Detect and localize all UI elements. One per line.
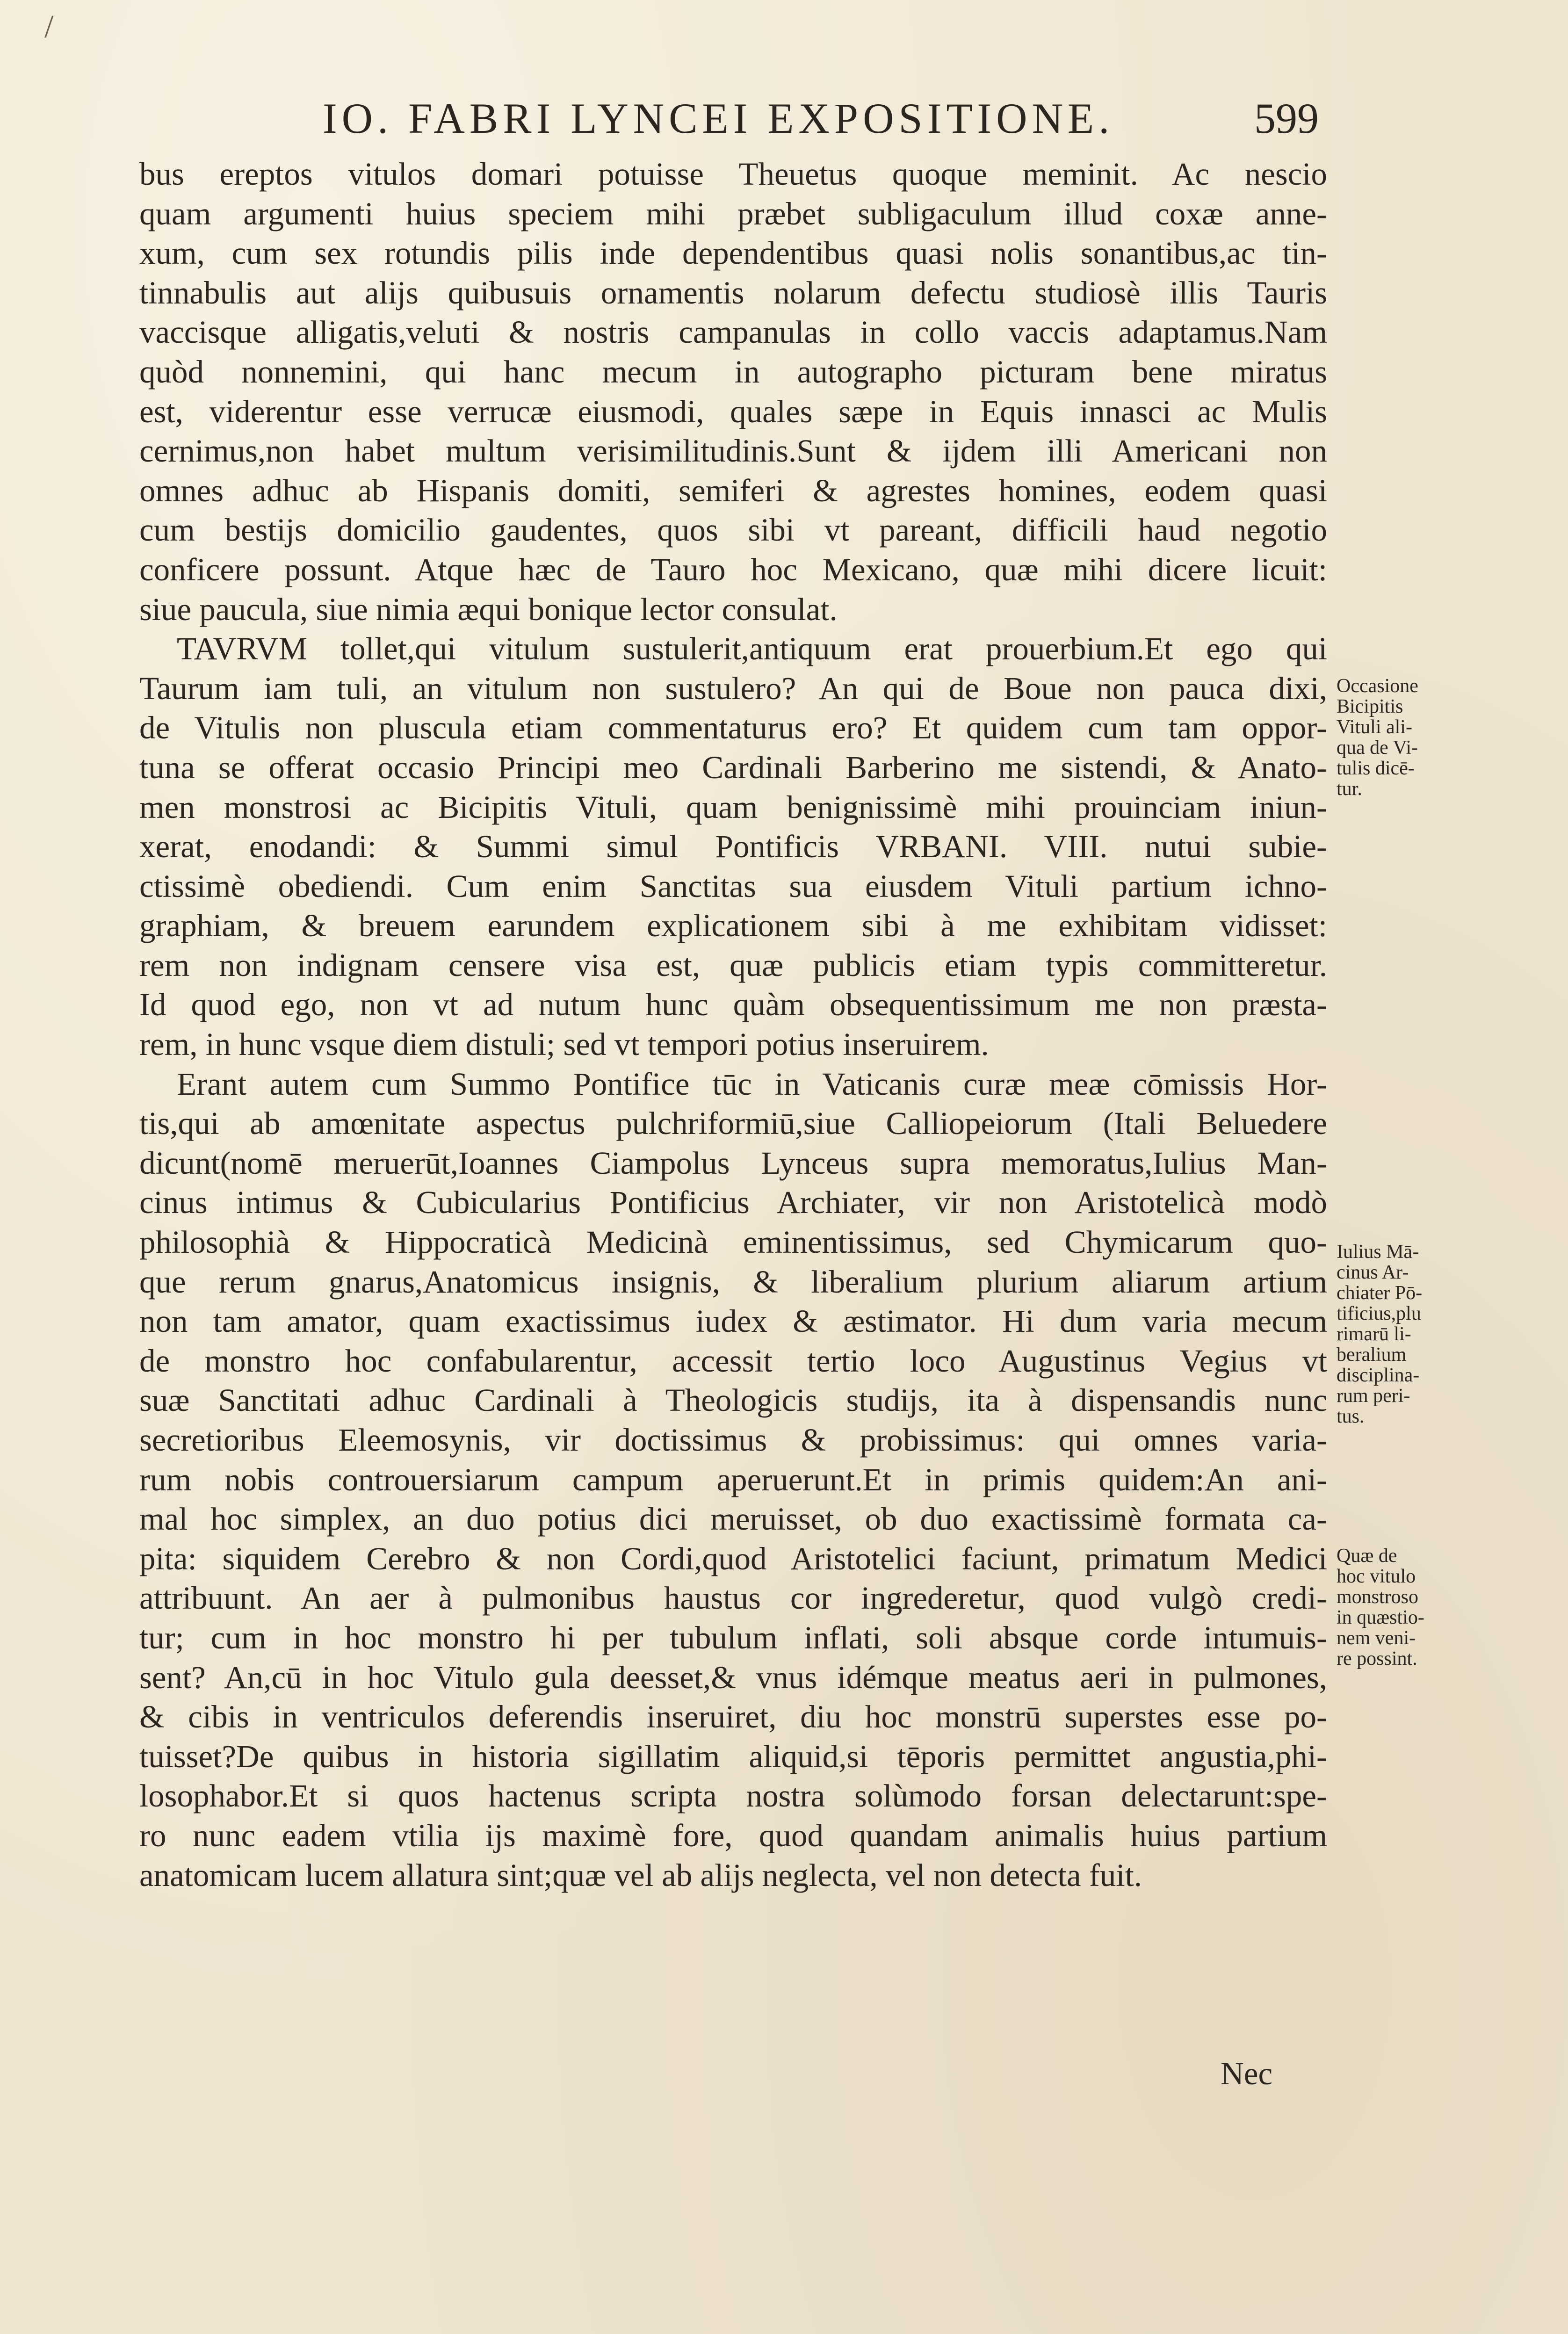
margin-note-occasione xyxy=(1337,676,1472,799)
margin-note-iulius xyxy=(1337,1242,1472,1427)
margin-note-line: monstroso xyxy=(1337,1586,1419,1608)
text-line: tuisset?De quibus in historia sigillatim aliquid,si tēporis permittet angustia,phi- xyxy=(139,1738,1327,1774)
margin-note-line: Iulius Mā- xyxy=(1337,1241,1419,1263)
text-line: que rerum gnarus,Anatomicus insignis, & liberalium plurium aliarum artium xyxy=(139,1264,1327,1300)
text-line: est, viderentur esse verrucæ eiusmodi, quales sæpe in Equis innasci ac Mulis xyxy=(139,393,1327,429)
margin-note-line: hoc vitulo xyxy=(1337,1566,1416,1587)
text-line: ro nunc eadem vtilia ijs maximè fore, quod quandam animalis huius partium xyxy=(139,1817,1327,1853)
text-line: sent? An,cū in hoc Vitulo gula deesset,& vnus idémque meatus aeri in pulmones, xyxy=(139,1659,1327,1695)
text-line: xerat, enodandi: & Summi simul Pontificis VRBANI. VIII. nutui subie- xyxy=(139,829,1327,865)
text-line: graphiam, & breuem earundem explicationem sibi à me exhibitam vidisset: xyxy=(139,908,1327,944)
text-line: rem non indignam censere visa est, quæ publicis etiam typis committeretur. xyxy=(139,947,1327,983)
text-line: quòd nonnemini, qui hanc mecum in autographo picturam bene miratus xyxy=(139,354,1327,390)
text-line: non tam amator, quam exactissimus iudex & æstimator. Hi dum varia mecum xyxy=(139,1303,1327,1339)
text-line: mal hoc simplex, an duo potius dici meruisset, ob duo exactissimè formata ca- xyxy=(139,1501,1327,1537)
text-line: men monstrosi ac Bicipitis Vituli, quam benignissimè mihi prouinciam iniun- xyxy=(139,789,1327,825)
text-line: rem, in hunc vsque diem distuli; sed vt tempori potius inseruirem. xyxy=(139,1026,989,1062)
text-line: cum bestijs domicilio gaudentes, quos sibi vt pareant, difficili haud negotio xyxy=(139,512,1327,548)
margin-note-line: tus. xyxy=(1337,1406,1365,1427)
text-line: cinus intimus & Cubicularius Pontificius Archiater, vir non Aristotelicà modò xyxy=(139,1185,1327,1221)
text-line: attribuunt. An aer à pulmonibus haustus cor ingrederetur, quod vulgò credi- xyxy=(139,1580,1327,1616)
text-line: tis,qui ab amœnitate aspectus pulchriformiū,siue Calliopeiorum (Itali Beluedere xyxy=(139,1106,1327,1142)
text-line: & cibis in ventriculos deferendis inseruiret, diu hoc monstrū superstes esse po- xyxy=(139,1699,1327,1735)
text-line: xum, cum sex rotundis pilis inde dependentibus quasi nolis sonantibus,ac tin- xyxy=(139,235,1327,271)
text-line: tinnabulis aut alijs quibusuis ornamentis nolarum defectu studiosè illis Tauris xyxy=(139,275,1327,311)
text-line: de Vitulis non pluscula etiam commentaturus ero? Et quidem cum tam oppor- xyxy=(139,710,1327,746)
margin-note-line: in quæstio- xyxy=(1337,1607,1424,1628)
text-line: rum nobis controuersiarum campum aperuerunt.Et in primis quidem:An ani- xyxy=(139,1461,1327,1497)
text-line: Taurum iam tuli, an vitulum non sustulero? An qui de Boue non pauca dixi, xyxy=(139,670,1327,706)
margin-note-line: chiater Pō- xyxy=(1337,1282,1423,1304)
catchword: Nec xyxy=(1221,2056,1273,2091)
text-line: siue paucula, siue nimia æqui bonique lector consulat. xyxy=(139,591,838,627)
margin-note-line: rimarū li- xyxy=(1337,1323,1411,1345)
text-line: secretioribus Eleemosynis, vir doctissimus & probissimus: qui omnes varia- xyxy=(139,1422,1327,1458)
text-line: pita: siquidem Cerebro & non Cordi,quod Aristotelici faciunt, primatum Medici xyxy=(139,1540,1327,1576)
page-corner-mark: / xyxy=(44,9,54,45)
text-line: conficere possunt. Atque hæc de Tauro hoc Mexicano, quæ mihi dicere licuit: xyxy=(139,551,1327,587)
text-line: vaccisque alligatis,veluti & nostris campanulas in collo vaccis adaptamus.Nam xyxy=(139,314,1327,350)
text-line: suæ Sanctitati adhuc Cardinali à Theologicis studijs, ita à dispensandis nunc xyxy=(139,1382,1327,1418)
margin-note-quae-de-hoc xyxy=(1337,1546,1472,1669)
margin-note-line: qua de Vi- xyxy=(1337,737,1418,759)
page-number: 599 xyxy=(1254,94,1319,142)
text-line: ctissimè obediendi. Cum enim Sanctitas sua eiusdem Vituli partium ichno- xyxy=(139,868,1327,904)
text-line: TAVRVM tollet,qui vitulum sustulerit,antiquum erat prouerbium.Et ego qui xyxy=(177,631,1327,667)
text-line: tuna se offerat occasio Principi meo Cardinali Barberino me sistendi, & Anato- xyxy=(139,749,1327,785)
text-line: quam argumenti huius speciem mihi præbet subligaculum illud coxæ anne- xyxy=(139,195,1327,231)
text-line: tur; cum in hoc monstro hi per tubulum inflati, soli absque corde intumuis- xyxy=(139,1619,1327,1655)
margin-note-line: cinus Ar- xyxy=(1337,1262,1409,1283)
margin-note-line: disciplina- xyxy=(1337,1365,1420,1386)
margin-note-line: re possint. xyxy=(1337,1648,1417,1669)
text-line: Id quod ego, non vt ad nutum hunc quàm obsequentissimum me non præsta- xyxy=(139,987,1327,1023)
text-line: anatomicam lucem allatura sint;quæ vel ab alijs neglecta, vel non detecta fuit. xyxy=(139,1857,1142,1893)
text-line: cernimus,non habet multum verisimilitudinis.Sunt & ijdem illi Americani non xyxy=(139,433,1327,469)
margin-note-line: Occasione xyxy=(1337,675,1418,697)
text-line: dicunt(nomē meruerūt,Ioannes Ciampolus Lynceus supra memoratus,Iulius Man- xyxy=(139,1145,1327,1181)
text-line: philosophià & Hippocraticà Medicinà eminentissimus, sed Chymicarum quo- xyxy=(139,1224,1327,1260)
margin-note-line: beralium xyxy=(1337,1344,1407,1366)
margin-note-line: Vituli ali- xyxy=(1337,716,1412,738)
margin-note-line: rum peri- xyxy=(1337,1385,1410,1407)
running-head: IO. FABRI LYNCEI EXPOSITIONE. xyxy=(323,94,1114,142)
text-line: bus ereptos vitulos domari potuisse Theuetus quoque meminit. Ac nescio xyxy=(139,156,1327,192)
margin-note-line: Bicipitis xyxy=(1337,696,1403,717)
page-header xyxy=(196,94,1319,150)
margin-note-line: tur. xyxy=(1337,778,1362,800)
margin-note-line: tificius,plu xyxy=(1337,1303,1421,1324)
text-line: Erant autem cum Summo Pontifice tūc in Vaticanis curæ meæ cōmissis Hor- xyxy=(177,1066,1327,1102)
margin-note-line: Quæ de xyxy=(1337,1545,1397,1567)
margin-note-line: nem veni- xyxy=(1337,1627,1416,1649)
text-line: omnes adhuc ab Hispanis domiti, semiferi & agrestes homines, eodem quasi xyxy=(139,472,1327,508)
text-line: losophabor.Et si quos hactenus scripta nostra solùmodo forsan delectarunt:spe- xyxy=(139,1778,1327,1814)
body-text xyxy=(139,154,1327,1895)
margin-note-line: tulis dicē- xyxy=(1337,758,1415,779)
text-line: de monstro hoc confabularentur, accessit tertio loco Augustinus Vegius vt xyxy=(139,1343,1327,1379)
